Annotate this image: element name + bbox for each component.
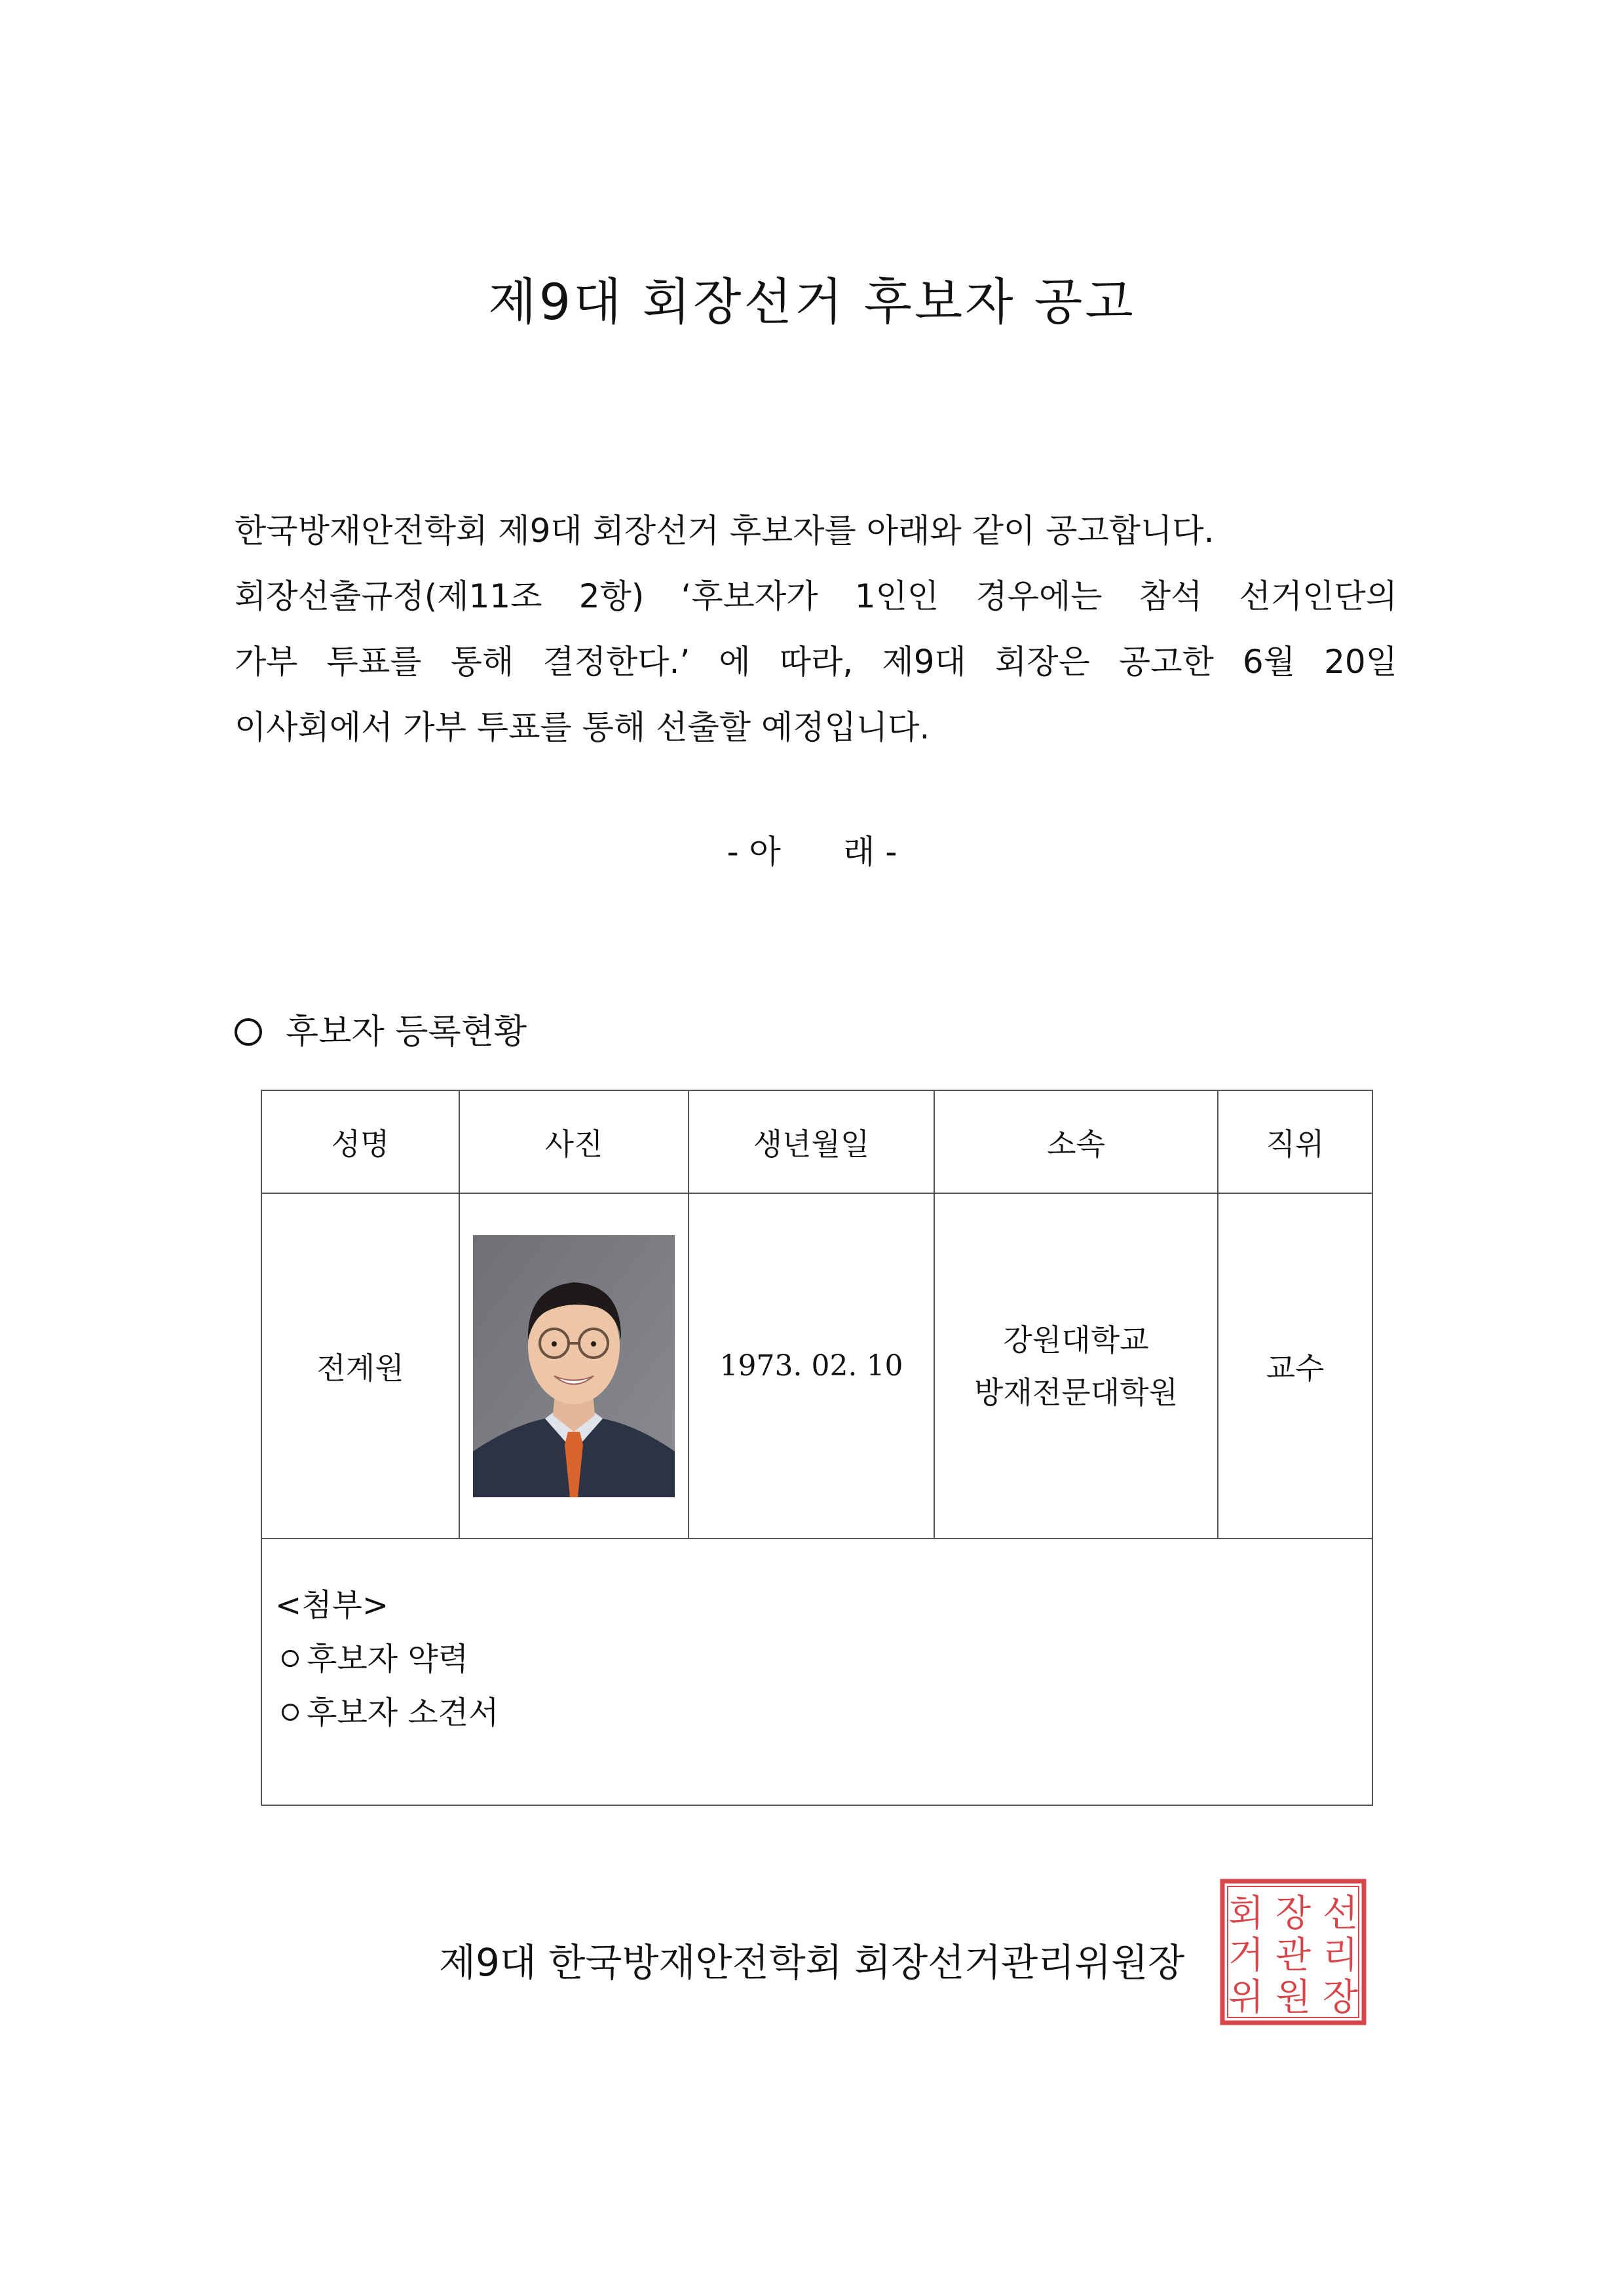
section-heading xyxy=(235,1006,527,1058)
small-circle-bullet-icon xyxy=(282,1650,299,1667)
candidate-name: 전계원 xyxy=(261,1193,459,1539)
header-photo: 사진 xyxy=(459,1090,689,1193)
portrait-illustration xyxy=(473,1235,675,1497)
affiliation-line: 방재전문대학원 xyxy=(973,1374,1179,1410)
attachment-item: 후보자 약력 xyxy=(275,1632,1372,1686)
page-title: 제9대 회장선거 후보자 공고 xyxy=(488,273,1136,331)
paragraph-line: 이사회에서 가부 투표를 통해 선출할 예정입니다. xyxy=(235,708,930,746)
candidate-position: 교수 xyxy=(1218,1193,1372,1539)
svg-text:거: 거 xyxy=(1228,1934,1264,1977)
header-name: 성명 xyxy=(261,1090,459,1193)
header-birth-date: 생년월일 xyxy=(689,1090,934,1193)
svg-text:원: 원 xyxy=(1275,1976,1312,2019)
body-paragraph xyxy=(235,564,1397,760)
header-affiliation: 소속 xyxy=(934,1090,1218,1193)
svg-text:장: 장 xyxy=(1275,1892,1312,1935)
small-circle-bullet-icon xyxy=(282,1704,299,1721)
official-seal-icon xyxy=(1218,1877,1368,2027)
svg-text:위: 위 xyxy=(1228,1976,1264,2019)
circle-icon xyxy=(235,1018,262,1046)
photo-cell xyxy=(459,1193,689,1539)
candidate-photo xyxy=(473,1235,675,1497)
attachments-row xyxy=(261,1539,1372,1805)
section-heading-label: 후보자 등록현황 xyxy=(286,1012,527,1052)
table-row xyxy=(261,1193,1372,1539)
attachments-label: <첨부> xyxy=(275,1587,389,1624)
header-position: 직위 xyxy=(1218,1090,1372,1193)
below-marker: - 아 래 - xyxy=(727,833,897,871)
paragraph-line: 가부 투표를 통해 결정한다.’ 에 따라, 제9대 회장은 공고한 6월 20일 xyxy=(235,643,1397,681)
attachments-cell xyxy=(261,1539,1372,1805)
svg-text:리: 리 xyxy=(1322,1934,1359,1977)
candidate-table xyxy=(261,1090,1373,1806)
paragraph-line: 회장선출규정(제11조 2항) ‘후보자가 1인인 경우에는 참석 선거인단의 xyxy=(235,577,1397,615)
affiliation-line: 강원대학교 xyxy=(1003,1322,1149,1358)
candidate-birth-date: 1973. 02. 10 xyxy=(689,1193,934,1539)
signature-line: 제9대 한국방재안전학회 회장선거관리위원장 xyxy=(439,1940,1185,1985)
svg-text:회: 회 xyxy=(1228,1892,1264,1935)
attachment-item: 후보자 소견서 xyxy=(275,1686,1372,1740)
svg-text:장: 장 xyxy=(1322,1976,1359,2019)
table-header-row xyxy=(261,1090,1372,1193)
intro-text: 한국방재안전학회 제9대 회장선거 후보자를 아래와 같이 공고합니다. xyxy=(235,512,1215,550)
svg-text:관: 관 xyxy=(1275,1934,1312,1977)
candidate-affiliation xyxy=(934,1193,1218,1539)
svg-text:선: 선 xyxy=(1322,1892,1359,1935)
